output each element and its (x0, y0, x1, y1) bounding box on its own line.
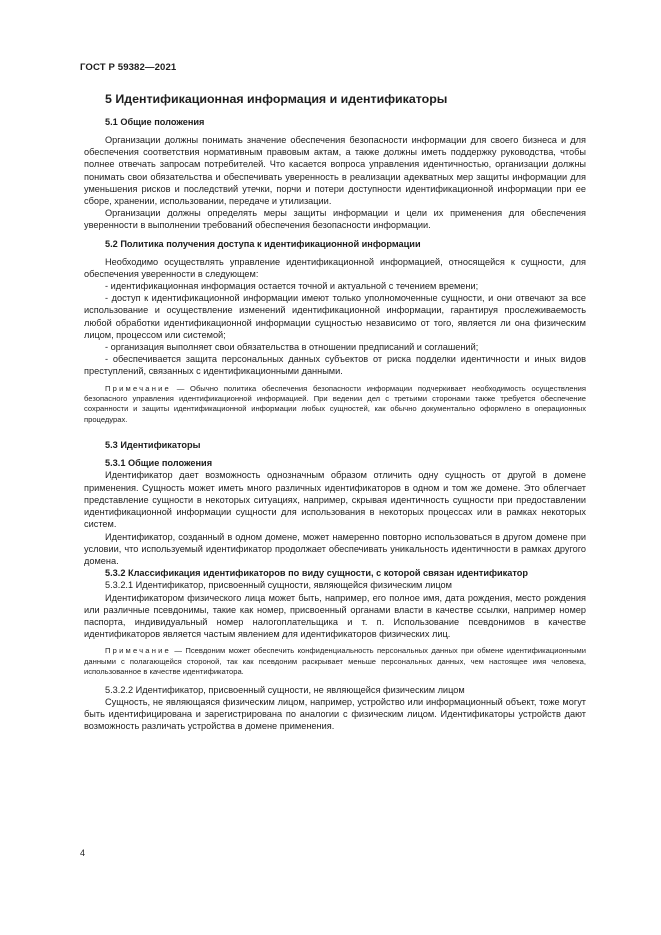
list-item: - доступ к идентификационной информации имеют только уполномоченные сущности, и они отвечают за все использование и осуществление изменений идентификационной информации, гарантируя прослеживаемость любой обработки идентификационной информации сущностью независимо от того, является ли она физическим лицом, процессом или системой; (84, 293, 586, 340)
paragraph: Идентификатором физического лица может быть, например, его полное имя, дата рождения, место рождения или различные псевдонимы, такие как номер, присвоенный органами власти в качестве ссылки, например номер паспорта, индивидуальный номер налогоплательщика и т. п. Использование псевдонимов в качестве идентификаторов является частым явлением для идентификаторов физических лиц. (84, 592, 586, 640)
section-5-title: 5 Идентификационная информация и идентификаторы (105, 92, 448, 106)
section-5-2-title: 5.2 Политика получения доступа к идентификационной информации (105, 238, 421, 249)
paragraph: Идентификатор, созданный в одном домене, может намеренно повторно использоваться в другом домене при условии, что используемый идентификатор продолжает обеспечивать уникальность идентичности в рамках другого домена. (84, 531, 586, 566)
note (84, 384, 586, 426)
paragraph: Идентификатор дает возможность однозначным образом отличить одну сущность от другой в домене применения. Сущность может иметь много различных идентификаторов в одном и том же домене. Это облегчает представление сущности в некоторых ситуациях, например, скрывая идентичность сущности при предоставлении идентификационной информации сущности для использования в некоторых процессах или в рамках некоторых систем. (84, 470, 586, 530)
note (84, 646, 586, 677)
paragraph: Необходимо осуществлять управление идентификационной информацией, относящейся к сущности, для обеспечения уверенности в следующем: (84, 256, 586, 279)
note-text: — Обычно политика обеспечения безопасности информации подчеркивает необходимость осуществления безопасного управления идентификационной информацией. При ведении дел с третьими сторонами также требуется обеспечение сохранности и защиты идентификационной информации любых сущностей, как обычно документально оформлено в операционных процедурах. (84, 383, 586, 424)
document-code: ГОСТ Р 59382—2021 (80, 62, 177, 73)
section-5-1-title: 5.1 Общие положения (105, 117, 205, 127)
paragraph: Сущность, не являющаяся физическим лицом, например, устройство или информационный объект, тоже могут быть идентифицирована и зарегистрирована по аналогии с физическим лицом. Идентификаторы устройств дают возможность различать устройства в домене применения. (84, 696, 586, 732)
section-5-3-title: 5.3 Идентификаторы (105, 440, 201, 451)
subsection-5-3-2-2: 5.3.2.2 Идентификатор, присвоенный сущности, не являющейся физическим лицом (105, 684, 465, 695)
note-prefix: Примечание (105, 646, 171, 656)
list-item: - обеспечивается защита персональных данных субъектов от риска подделки идентичности и иных видов преступлений, связанных с идентификационными данными. (84, 354, 586, 377)
section-5-3-2-title: 5.3.2 Классификация идентификаторов по виду сущности, с которой связан идентификатор (105, 568, 528, 579)
page-number: 4 (80, 848, 86, 858)
document-content (84, 92, 586, 732)
list-item: - организация выполняет свои обязательства в отношении предписаний и соглашений; (105, 342, 479, 353)
paragraph: Организации должны определять меры защиты информации и цели их применения для обеспечения уверенности в выполнении требований обеспечения безопасности информации. (84, 208, 586, 231)
note-text: — Псевдоним может обеспечить конфиденциальность персональных данных при обмене идентификационными данными с полагающейся стороной, так как псевдоним раскрывает меньше персональных данных, чем настоящее имя человека, использованное в качестве идентификатора. (84, 646, 586, 677)
note-prefix: Примечание (105, 383, 171, 393)
list-item: - идентификационная информация остается точной и актуальной с течением времени; (105, 281, 479, 292)
section-5-3-1-title: 5.3.1 Общие положения (105, 458, 213, 469)
paragraph: Организации должны понимать значение обеспечения безопасности информации для своего бизнеса и для обеспечения соответствия нормативным правовым актам, а также должны иметь поддержку руководства, чтобы полнее отвечать запросам потребителей. Что касается вопроса управления идентичностью, организации должны понимать свои обязательства и обеспечивать уверенность в реализации адекватных мер защиты информации для уменьшения рисков и последствий утечки, порчи и потери доступности идентификационной информации при ее сборе, хранении, использовании, передаче и утилизации. (84, 135, 586, 207)
subsection-5-3-2-1: 5.3.2.1 Идентификатор, присвоенный сущности, являющейся физическим лицом (105, 580, 452, 591)
